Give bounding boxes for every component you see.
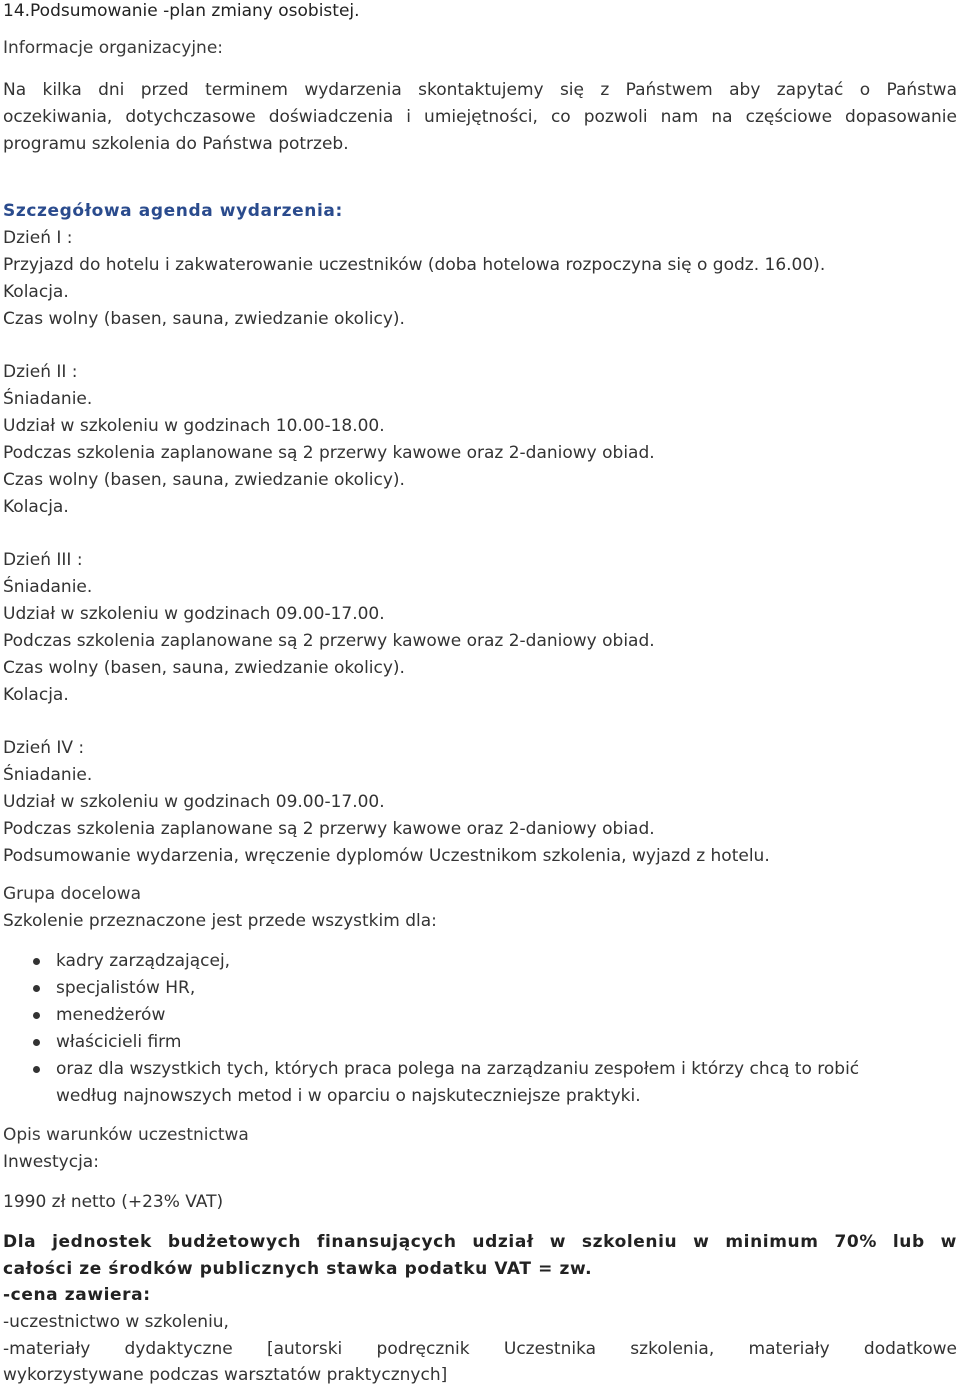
day4-item: Podsumowanie wydarzenia, wręczenie dyplomów Uczestnikom szkolenia, wyjazd z hotelu. (3, 846, 770, 866)
day2-item: Kolacja. (3, 497, 69, 517)
bullet-icon (33, 1012, 40, 1019)
price: 1990 zł netto (+23% VAT) (3, 1192, 224, 1212)
list-item-text: właścicieli firm (56, 1032, 182, 1052)
investment-label: Inwestycja: (3, 1152, 99, 1172)
bullet-icon (33, 958, 40, 965)
day3-item: Kolacja. (3, 685, 69, 705)
target-group-intro: Szkolenie przeznaczone jest przede wszystkim dla: (3, 911, 437, 931)
list-item-text: według najnowszych metod i w oparciu o najskuteczniejsze praktyki. (56, 1086, 641, 1106)
day3-item: Udział w szkoleniu w godzinach 09.00-17.00. (3, 604, 385, 624)
list-item-text: kadry zarządzającej, (56, 951, 231, 971)
day2-label: Dzień II : (3, 362, 78, 382)
day1-item: Kolacja. (3, 282, 69, 302)
bullet-icon (33, 1066, 40, 1073)
org-info-label: Informacje organizacyjne: (3, 38, 224, 58)
day2-item: Udział w szkoleniu w godzinach 10.00-18.00. (3, 416, 385, 436)
target-group-heading: Grupa docelowa (3, 884, 141, 904)
org-info-line-1: Na kilka dni przed terminem wydarzenia skontaktujemy się z Państwem aby zapytać o Państwa (3, 80, 957, 100)
org-info-line-2: oczekiwania, dotychczasowe doświadczenia i umiejętności, co pozwoli nam na częściowe dopasowanie (3, 107, 957, 127)
agenda-heading: Szczegółowa agenda wydarzenia: (3, 201, 343, 221)
includes-item: wykorzystywane podczas warsztatów praktycznych] (3, 1365, 448, 1385)
day3-label: Dzień III : (3, 550, 83, 570)
list-item-text: menedżerów (56, 1005, 166, 1025)
list-item-text: oraz dla wszystkich tych, których praca polega na zarządzaniu zespołem i którzy chcą to robić (56, 1059, 860, 1079)
day3-item: Śniadanie. (3, 577, 93, 597)
includes-item: -materiały dydaktyczne [autorski podręcznik Uczestnika szkolenia, materiały dodatkowe (3, 1339, 957, 1359)
day2-item: Czas wolny (basen, sauna, zwiedzanie okolicy). (3, 470, 405, 490)
day4-item: Podczas szkolenia zaplanowane są 2 przerwy kawowe oraz 2-daniowy obiad. (3, 819, 655, 839)
day4-item: Śniadanie. (3, 765, 93, 785)
bullet-icon (33, 985, 40, 992)
budget-note-line-2: całości ze środków publicznych stawka podatku VAT = zw. (3, 1259, 593, 1279)
day1-label: Dzień I : (3, 228, 73, 248)
org-info-line-3: programu szkolenia do Państwa potrzeb. (3, 134, 349, 154)
conditions-heading: Opis warunków uczestnictwa (3, 1125, 249, 1145)
day4-item: Udział w szkoleniu w godzinach 09.00-17.00. (3, 792, 385, 812)
day2-item: Śniadanie. (3, 389, 93, 409)
list-item-text: specjalistów HR, (56, 978, 196, 998)
day3-item: Czas wolny (basen, sauna, zwiedzanie okolicy). (3, 658, 405, 678)
day3-item: Podczas szkolenia zaplanowane są 2 przerwy kawowe oraz 2-daniowy obiad. (3, 631, 655, 651)
day2-item: Podczas szkolenia zaplanowane są 2 przerwy kawowe oraz 2-daniowy obiad. (3, 443, 655, 463)
day4-label: Dzień IV : (3, 738, 85, 758)
day1-item: Czas wolny (basen, sauna, zwiedzanie okolicy). (3, 309, 405, 329)
day1-item: Przyjazd do hotelu i zakwaterowanie uczestników (doba hotelowa rozpoczyna się o godz. 16.00). (3, 255, 826, 275)
section-heading: 14.Podsumowanie -plan zmiany osobistej. (3, 1, 360, 21)
bullet-icon (33, 1039, 40, 1046)
includes-item: -uczestnictwo w szkoleniu, (3, 1312, 229, 1332)
includes-label: -cena zawiera: (3, 1285, 151, 1305)
budget-note-line-1: Dla jednostek budżetowych finansujących udział w szkoleniu w minimum 70% lub w (3, 1232, 957, 1252)
